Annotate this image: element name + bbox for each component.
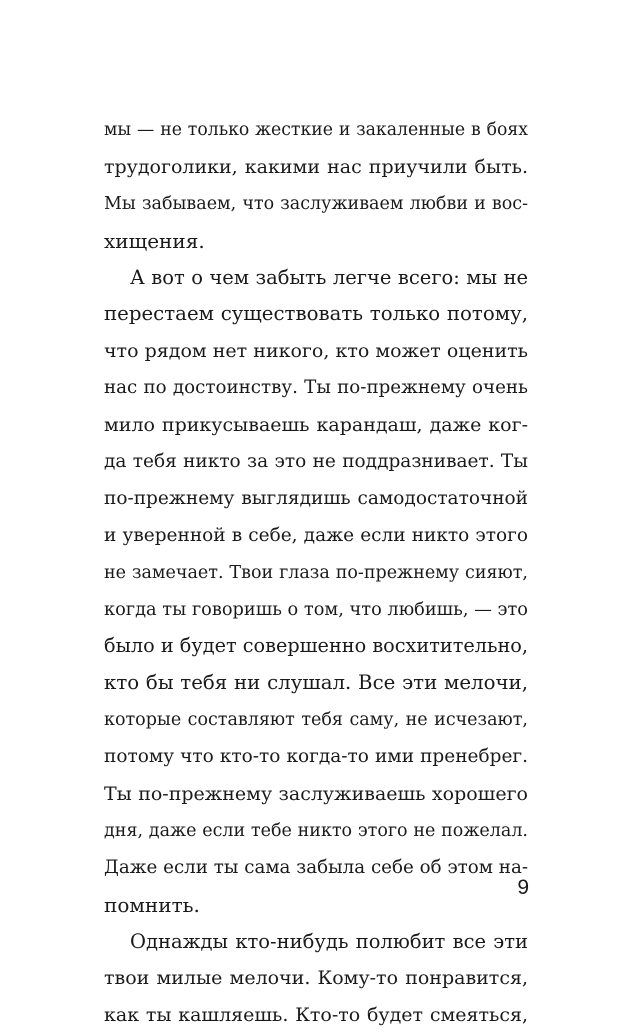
text-line: помнить. [104, 892, 200, 917]
text-line: перестаем существовать только потому, [104, 302, 528, 326]
text-line: было и будет совершенно восхитительно, [104, 634, 528, 658]
text-line: и уверенной в себе, даже если никто этого [104, 524, 528, 546]
text-line: по-прежнему выглядишь самодостаточной [104, 487, 528, 509]
text-line: Однажды кто-нибудь полюбит все эти [130, 929, 528, 953]
text-line: нас по достоинству. Ты по-прежнему очень [104, 377, 528, 399]
text-line: когда ты говоришь о том, что любишь, — это [104, 599, 528, 620]
text-line: мило прикусываешь карандаш, даже ког- [104, 414, 528, 437]
body-text [104, 112, 528, 1034]
text-line: хищения. [104, 228, 205, 253]
text-line: Ты по-прежнему заслуживаешь хорошего [104, 783, 528, 806]
text-line: что рядом нет никого, кто может оценить [104, 340, 528, 363]
text-line: да тебя никто за это не поддразнивает. Ты [104, 451, 528, 473]
text-line: дня, даже если тебе никто этого не пожелал. [104, 820, 528, 841]
text-line: кто бы тебя ни слушал. Все эти мелочи, [104, 671, 528, 695]
text-line: как ты кашляешь. Кто-то будет смеяться, [104, 1004, 528, 1027]
text-line: Мы забываем, что заслуживаем любви и вос- [104, 193, 528, 214]
text-line: потому что кто-то когда-то ими пренебрег. [104, 746, 528, 768]
page-number: 9 [517, 876, 529, 899]
text-line: Даже если ты сама забыла себе об этом на- [104, 856, 528, 878]
text-line: мы — не только жесткие и закаленные в боях [104, 120, 528, 140]
text-line: не замечает. Твои глаза по-прежнему сияют, [104, 562, 528, 583]
text-line: твои милые мелочи. Кому-то понравится, [104, 967, 528, 990]
text-line: трудоголики, какими нас приучили быть. [104, 155, 528, 178]
text-line: которые составляют тебя саму, не исчезают, [104, 710, 528, 731]
text-line: А вот о чем забыть легче всего: мы не [130, 265, 528, 289]
